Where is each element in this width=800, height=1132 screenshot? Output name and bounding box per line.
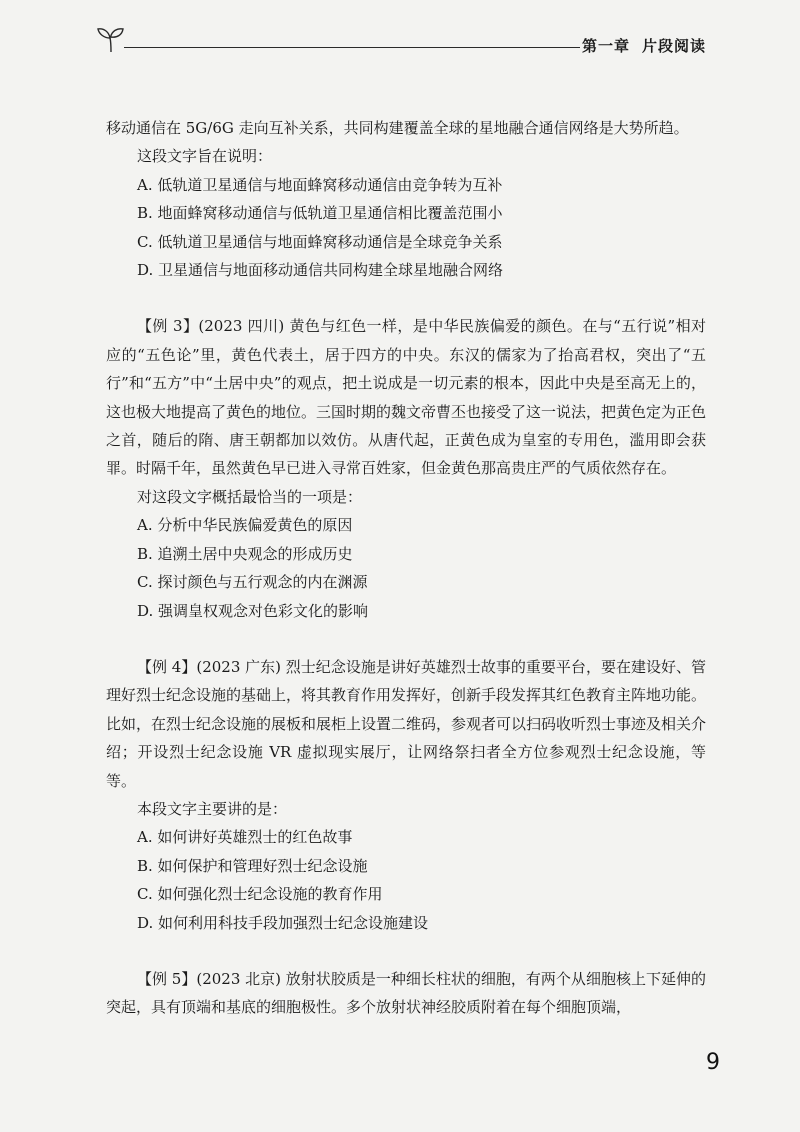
example2-option-d: D. 卫星通信与地面移动通信共同构建全球星地融合网络 [137,261,504,280]
example3-option-a: A. 分析中华民族偏爱黄色的原因 [137,516,353,535]
chapter-label: 第一章 [581,37,630,55]
example2-option-c: C. 低轨道卫星通信与地面蜂窝移动通信是全球竞争关系 [137,232,503,251]
example4-option-a: A. 如何讲好英雄烈士的红色故事 [137,828,353,847]
chapter-title: 片段阅读 [641,37,706,55]
example4-option-d: D. 如何利用科技手段加强烈士纪念设施建设 [137,913,429,932]
example3-option-c: C. 探讨颜色与五行观念的内在渊源 [137,573,368,592]
section-gap [106,937,706,965]
example2-option-b: B. 地面蜂窝移动通信与低轨道卫星通信相比覆盖范围小 [137,204,503,223]
example2-continuation: 移动通信在 5G/6G 走向互补关系，共同构建覆盖全球的星地融合通信网络是大势所趋。 [106,119,689,137]
example3-option-d: D. 强调皇权观念对色彩文化的影响 [137,601,369,620]
header-rule [124,47,580,48]
page-content [106,114,706,1022]
page-header [96,22,706,62]
sprout-icon [96,24,126,54]
section-gap [106,284,706,312]
section-gap [106,625,706,653]
example4-passage: 【例 4】(2023 广东) 烈士纪念设施是讲好英雄烈士故事的重要平台，要在建设好、管理好烈士纪念设施的基础上，将其教育作用发挥好，创新手段发挥其红色教育主阵地功能。比如，在烈士纪念设施的展板和展柜上设置二维码，参观者可以扫码收听烈士事迹及相关介绍；开设烈士纪念设施 VR 虚拟现实展厅，让网络祭扫者全方位参观烈士纪念设施，等等。 [106,657,707,790]
example3-question: 对这段文字概括最恰当的一项是： [137,487,363,506]
example2-question: 这段文字旨在说明： [137,147,273,166]
example4-option-c: C. 如何强化烈士纪念设施的教育作用 [137,885,383,904]
page-number: 9 [706,1050,720,1075]
example4-question: 本段文字主要讲的是： [137,799,288,818]
example2-option-a: A. 低轨道卫星通信与地面蜂窝移动通信由竞争转为互补 [137,175,503,194]
example4-option-b: B. 如何保护和管理好烈士纪念设施 [137,856,368,875]
example3-passage: 【例 3】(2023 四川) 黄色与红色一样，是中华民族偏爱的颜色。在与“五行说”相对应的“五色论”里，黄色代表土，居于四方的中央。东汉的儒家为了抬高君权，突出了“五行”和“五方”中“土居中央”的观点，把土说成是一切元素的根本，因此中央是至高无上的，这也极大地提高了黄色的地位。三国时期的魏文帝曹丕也接受了这一说法，把黄色定为正色之首，随后的隋、唐王朝都加以效仿。从唐代起，正黄色成为皇室的专用色，滥用即会获罪。时隔千年，虽然黄色早已进入寻常百姓家，但金黄色那高贵庄严的气质依然存在。 [106,317,707,478]
example3-option-b: B. 追溯土居中央观念的形成历史 [137,544,353,563]
example5-passage: 【例 5】(2023 北京) 放射状胶质是一种细长柱状的细胞，有两个从细胞核上下延伸的突起，具有顶端和基底的细胞极性。多个放射状神经胶质附着在每个细胞顶端， [106,969,706,1017]
chapter-heading [582,35,706,56]
